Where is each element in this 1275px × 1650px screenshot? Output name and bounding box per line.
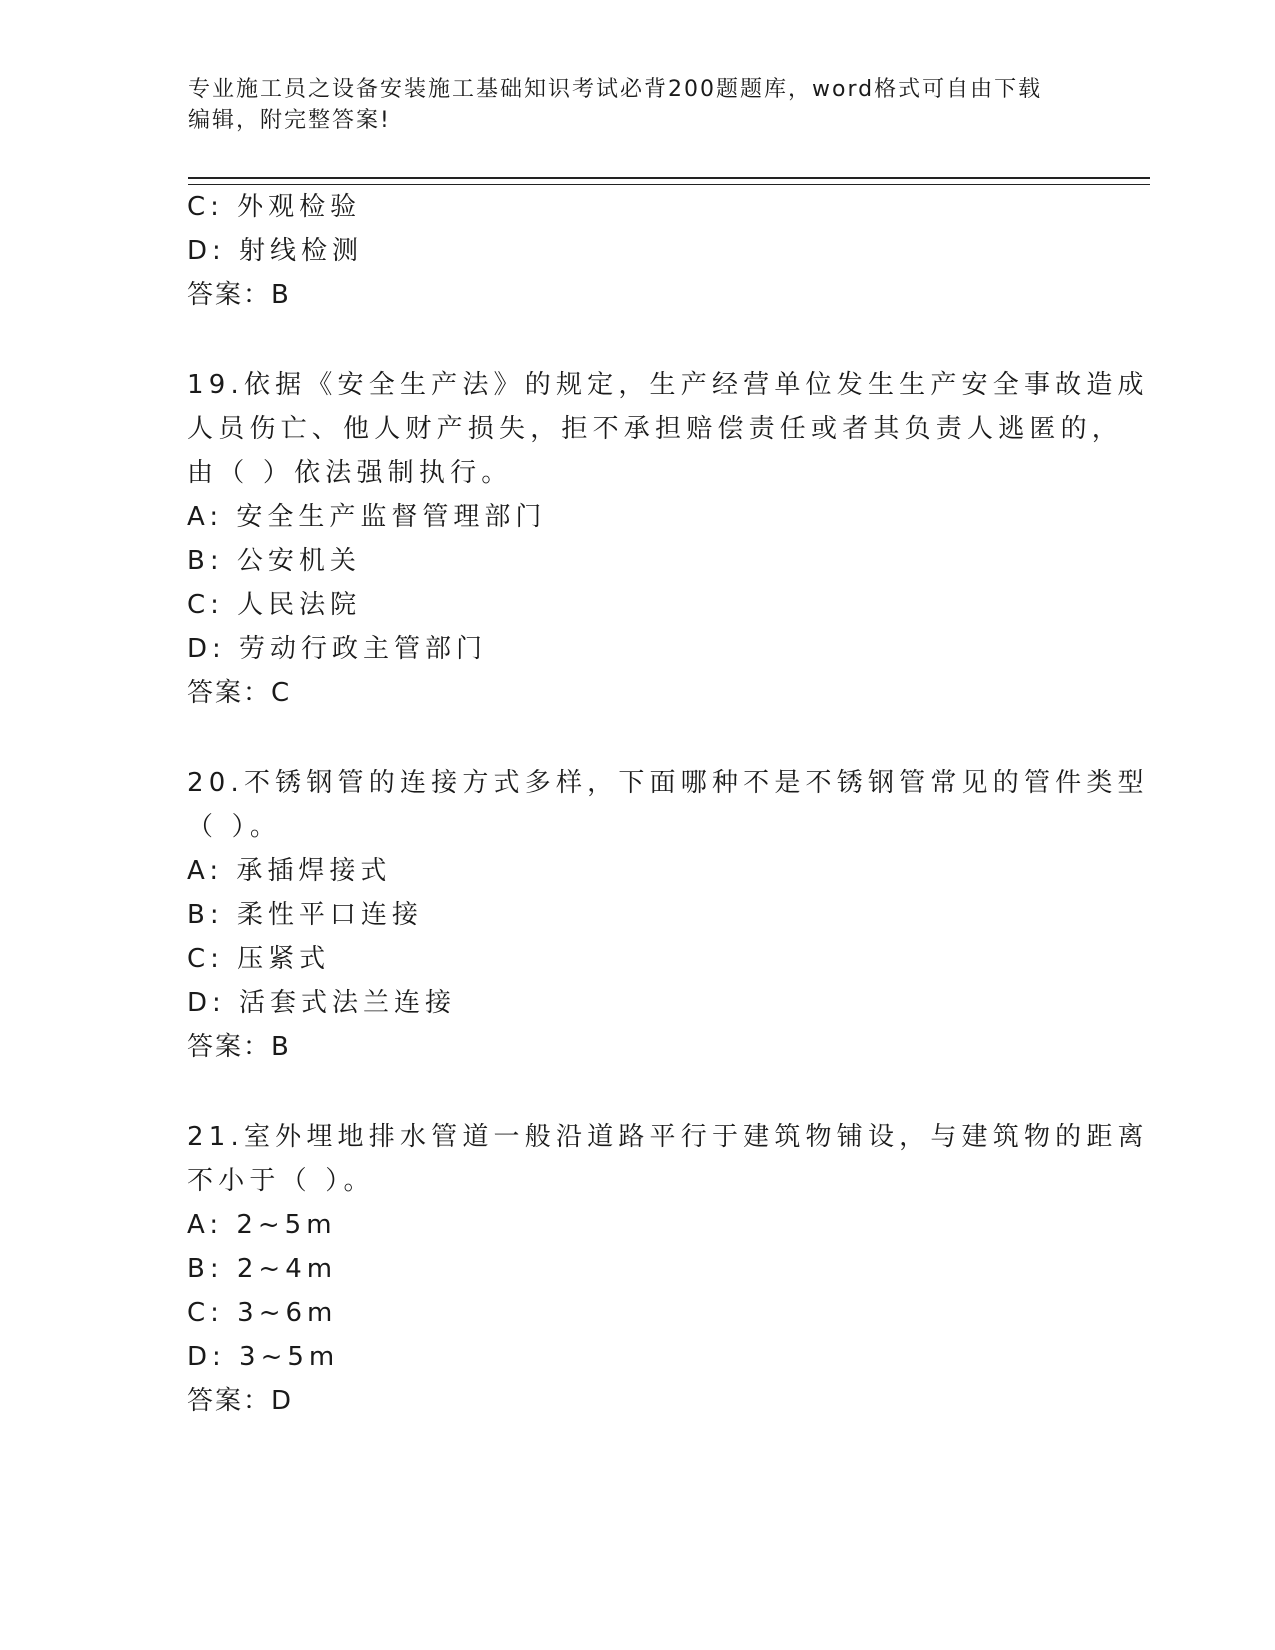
question-stem-line-2: （ ）。 <box>187 812 282 842</box>
question-stem-line-2: 人员伤亡、他人财产损失，拒不承担赔偿责任或者其负责人逃匿的， <box>187 414 1124 444</box>
question-stem-line-2: 不小于（ ）。 <box>187 1166 375 1196</box>
question-stem-line-1: 20.不锈钢管的连接方式多样，下面哪种不是不锈钢管常见的管件类型 <box>187 768 1149 798</box>
option-d: D: 活套式法兰连接 <box>187 988 457 1018</box>
answer: 答案：D <box>187 1386 294 1416</box>
option-b: B: 柔性平口连接 <box>187 900 423 930</box>
option-d: D: 劳动行政主管部门 <box>187 634 488 664</box>
option-b: B: 2~4m <box>187 1254 338 1284</box>
header-title-line-2: 编辑，附完整答案! <box>188 108 391 133</box>
option-d: D: 射线检测 <box>187 236 364 266</box>
answer: 答案：C <box>187 678 292 708</box>
option-c: C: 压紧式 <box>187 944 331 974</box>
document-header <box>188 74 1068 136</box>
option-c: C: 3~6m <box>187 1298 338 1328</box>
option-b: B: 公安机关 <box>187 546 361 576</box>
answer: 答案：B <box>187 1032 291 1062</box>
answer: 答案：B <box>187 280 291 310</box>
option-a: A: 安全生产监督管理部门 <box>187 502 547 532</box>
question-stem-line-1: 21.室外埋地排水管道一般沿道路平行于建筑物铺设，与建筑物的距离 <box>187 1122 1149 1152</box>
option-a: A: 2~5m <box>187 1210 337 1240</box>
option-d: D: 3~5m <box>187 1342 340 1372</box>
option-c: C: 外观检验 <box>187 192 362 222</box>
question-stem-line-1: 19.依据《安全生产法》的规定，生产经营单位发生生产安全事故造成 <box>187 370 1149 400</box>
question-stem-line-3: 由（ ）依法强制执行。 <box>187 458 513 488</box>
header-title-line-1: 专业施工员之设备安装施工基础知识考试必背200题题库，word格式可自由下载 <box>188 77 1043 102</box>
option-a: A: 承插焊接式 <box>187 856 392 886</box>
option-c: C: 人民法院 <box>187 590 362 620</box>
